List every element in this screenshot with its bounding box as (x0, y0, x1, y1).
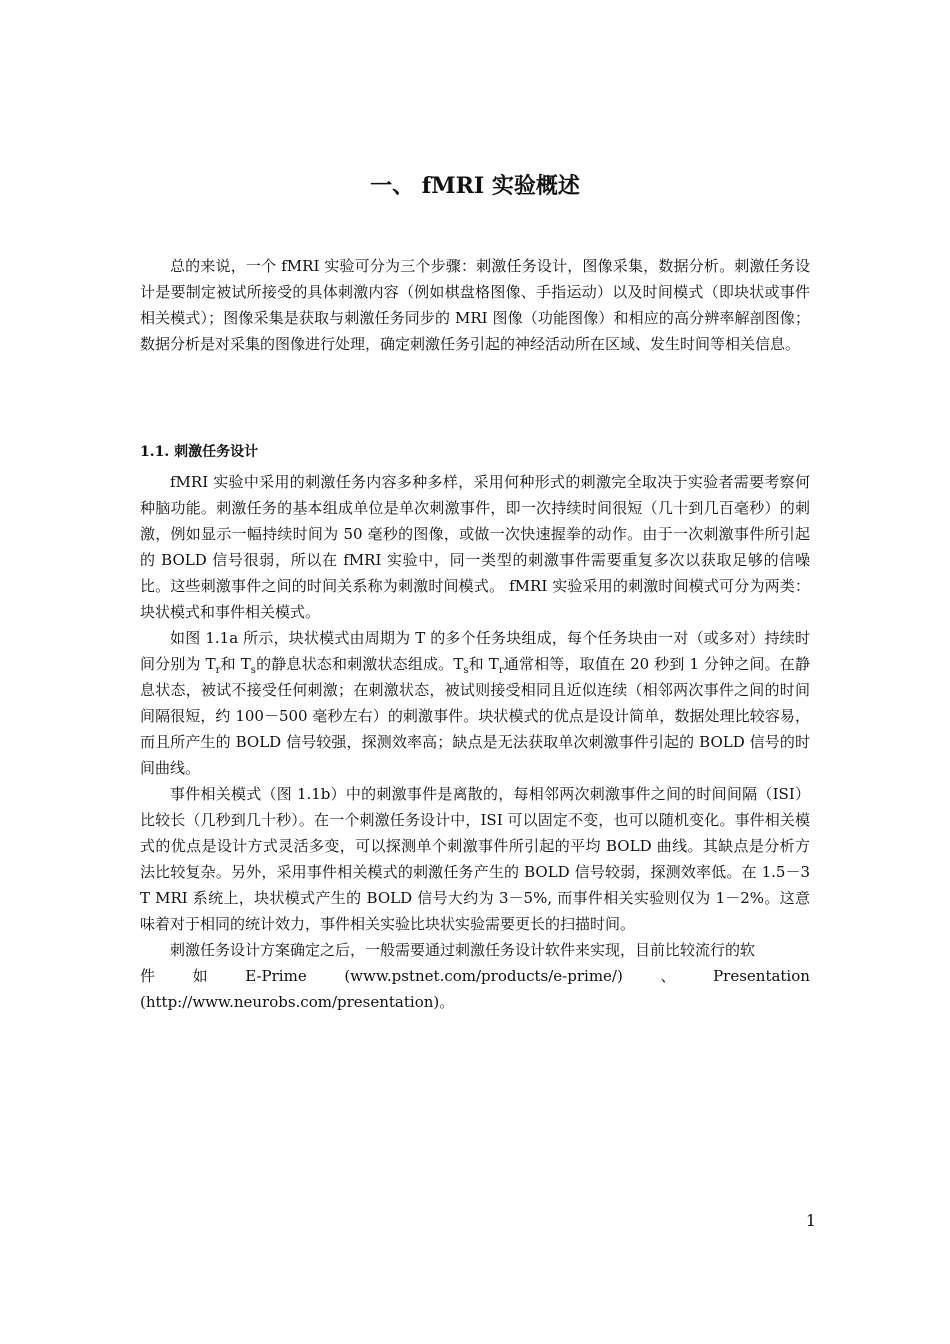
section-paragraph-3: 事件相关模式（图 1.1b）中的刺激事件是离散的，每相邻两次刺激事件之间的时间间隔（ISI）比较长（几秒到几十秒）。在一个刺激任务设计中，ISI 可以固定不变，也可以随机变化。事件相关模式的优点是设计方式灵活多变，可以探测单个刺激事件所引起的平均 BOLD 曲线。其缺点是分析方法比较复杂。另外，采用事件相关模式的刺激任务产生的 BOLD 信号较弱，探测效率低。在 1.5－3 T MRI 系统上，块状模式产生的 BOLD 信号大约为 3－5%, 而事件相关实验则仅为 1－2%。这意味着对于相同的统计效力，事件相关实验比块状实验需要更长的扫描时间。 (140, 785, 810, 933)
p2-part1: 如图 1.1a 所示，块状模式由周期为 T 的多个任务块组成，每个任务块由一对（或多对）持续时间分别为 T (140, 629, 810, 673)
page-number: 1 (805, 1211, 816, 1230)
section-body (140, 469, 810, 1015)
p4-word: E-Prime (245, 967, 307, 985)
p2-part5: 通常相等，取值在 20 秒到 1 分钟之间。在静息状态，被试不接受任何刺激；在刺激状态，被试则接受相同且近似连续（相邻两次事件之间的时间间隔很短，约 100－500 毫秒左右）的刺激事件。块状模式的优点是设计简单，数据处理比较容易，而且所产生的 BOLD 信号较强，探测效率高；缺点是无法获取单次刺激事件引起的 BOLD 信号的时间曲线。 (140, 655, 810, 777)
p2-sub-r2: r (498, 665, 504, 676)
p4-line2 (140, 963, 810, 989)
intro-paragraph: 总的来说，一个 fMRI 实验可分为三个步骤：刺激任务设计，图像采集，数据分析。刺激任务设计是要制定被试所接受的具体刺激内容（例如棋盘格图像、手指运动）以及时间模式（即块状或事件相关模式）；图像采集是获取与刺激任务同步的 MRI 图像（功能图像）和相应的高分辨率解剖图像；数据分析是对采集的图像进行处理，确定刺激任务引起的神经活动所在区域、发生时间等相关信息。 (140, 257, 810, 353)
p4-url-eprime: (www.pstnet.com/products/e-prime/) (344, 967, 623, 985)
p4-word: 件 (140, 967, 156, 985)
p2-part2: 和 T (220, 655, 251, 673)
intro-block (140, 253, 810, 357)
p4-line1: 刺激任务设计方案确定之后，一般需要通过刺激任务设计软件来实现，目前比较流行的软 (170, 941, 756, 959)
p2-sub-r: r (215, 665, 221, 676)
section-paragraph-4 (140, 937, 810, 1015)
section-heading: 1.1. 刺激任务设计 (140, 444, 259, 460)
p4-line3: (http://www.neurobs.com/presentation)。 (140, 993, 455, 1011)
p4-word: 、 (660, 967, 676, 985)
p4-word: 如 (192, 967, 208, 985)
section-paragraph-1: fMRI 实验中采用的刺激任务内容多种多样，采用何种形式的刺激完全取决于实验者需要考察何种脑功能。刺激任务的基本组成单位是单次刺激事件，即一次持续时间很短（几十到几百毫秒）的刺激，例如显示一幅持续时间为 50 毫秒的图像，或做一次快速握拳的动作。由于一次刺激事件所引起的 BOLD 信号很弱，所以在 fMRI 实验中，同一类型的刺激事件需要重复多次以获取足够的信噪比。这些刺激事件之间的时间关系称为刺激时间模式。 fMRI 实验采用的刺激时间模式可分为两类：块状模式和事件相关模式。 (140, 473, 810, 621)
p2-sub-s2: s (463, 665, 469, 676)
p2-part4: 和 T (468, 655, 499, 673)
chapter-title: 一、 fMRI 实验概述 (370, 173, 580, 199)
p4-word: Presentation (713, 967, 810, 985)
p2-part3: 的静息状态和刺激状态组成。T (255, 655, 464, 673)
section-paragraph-2 (140, 625, 810, 781)
p2-sub-s: s (250, 665, 256, 676)
